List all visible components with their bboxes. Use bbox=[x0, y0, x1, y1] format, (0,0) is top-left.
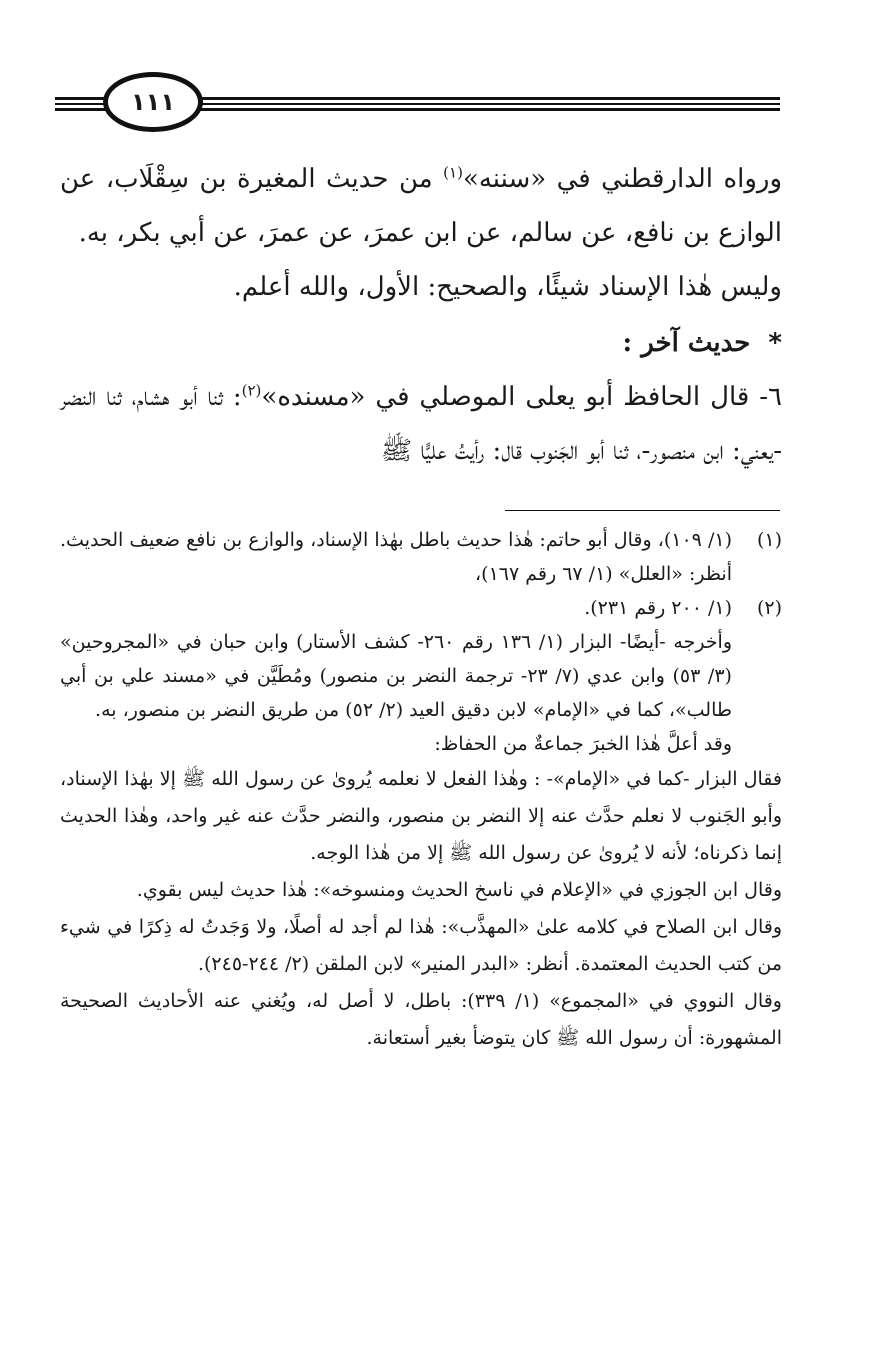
footnote-text: (١/ ٢٠٠ رقم ٢٣١). bbox=[584, 597, 732, 619]
paragraph-text: : ثنا أبو هشام، ثنا النضر -يعني: ابن منصور-، ثنا أبو الجَنوب قال: رأيتُ عليًّا ﷺ bbox=[60, 382, 782, 466]
footnote-paragraph: وأخرجه -أيضًا- البزار (١/ ١٣٦ رقم ٢٦٠- كشف الأستار) وابن حبان في «المجروحين» (٣/ ٥٣) وابن عدي (٧/ ٢٣- ترجمة النضر بن منصور) ومُطَيَّن في «مسند علي بن أبي طالب»، كما في «الإمام» لابن دقيق العيد (٢/ ٥٢) من طريق النضر بن منصور، به. bbox=[60, 631, 733, 721]
footnote-divider bbox=[505, 510, 780, 511]
footnote-paragraph: وقال النووي في «المجموع» (١/ ٣٣٩): باطل، لا أصل له، ويُغني عنه الأحاديث الصحيحة المشهورة: أن رسول الله ﷺ كان يتوضأ بغير أستعانة. bbox=[60, 990, 782, 1049]
footnote bbox=[60, 523, 782, 591]
main-text bbox=[60, 152, 782, 478]
section-heading bbox=[60, 316, 782, 370]
footnote-paragraph: وقد أعلَّ هٰذا الخبرَ جماعةٌ من الحفاظ: bbox=[434, 733, 732, 755]
paragraph-text: من حديث المغيرة بن سِقْلَاب، عن الوازع بن نافع، عن سالم، عن ابن عمرَ، عن عمرَ، عن أبي بكر، به. bbox=[60, 164, 782, 248]
footnote-ref: (٢) bbox=[241, 381, 262, 400]
footnote-number: (١) bbox=[756, 529, 782, 551]
footnote-number: (٢) bbox=[756, 597, 782, 619]
paragraph-text: ورواه الدارقطني في «سننه» bbox=[462, 164, 783, 194]
footnotes bbox=[60, 523, 782, 1057]
star-icon: * bbox=[768, 328, 782, 358]
footnote-paragraph: وقال ابن الصلاح في كلامه علىٰ «المهذَّب»: هٰذا لم أجد له أصلًا، ولا وَجَدتُ له ذِكرًا في شيء من كتب الحديث المعتمدة. أنظر: «البدر المنير» لابن الملقن (٢/ ٢٤٤-٢٤٥). bbox=[60, 916, 782, 975]
paragraph bbox=[60, 152, 782, 260]
paragraph: وليس هٰذا الإسناد شيئًا، والصحيح: الأول، والله أعلم. bbox=[233, 272, 782, 302]
heading-text: حديث آخر : bbox=[622, 328, 751, 358]
footnote-paragraph: فقال البزار -كما في «الإمام»- : وهٰذا الفعل لا نعلمه يُروىٰ عن رسول الله ﷺ إلا بهٰذا الإسناد، وأبو الجَنوب لا نعلم حدَّث عنه إلا النضر بن منصور، والنضر حدَّث عنه غير واحد، وهٰذا الحديث إنما ذكرناه؛ لأنه لا يُروىٰ عن رسول الله ﷺ إلا من هٰذا الوجه. bbox=[60, 768, 782, 864]
footnote-paragraph: وقال ابن الجوزي في «الإعلام في ناسخ الحديث ومنسوخه»: هٰذا حديث ليس بقوي. bbox=[136, 879, 782, 901]
page-number: ١١١ bbox=[131, 88, 175, 116]
page-number-badge bbox=[103, 72, 203, 132]
page-header bbox=[55, 72, 780, 132]
paragraph bbox=[60, 370, 782, 478]
paragraph-text: ٦- قال الحافظ أبو يعلى الموصلي في «مسنده» bbox=[261, 382, 782, 412]
footnote bbox=[60, 591, 782, 625]
footnote-text: (١/ ١٠٩)، وقال أبو حاتم: هٰذا حديث باطل بهٰذا الإسناد، والوازع بن نافع ضعيف الحديث. أنظر: «العلل» (١/ ٦٧ رقم ١٦٧)، bbox=[60, 529, 732, 585]
footnote-ref: (١) bbox=[443, 163, 463, 182]
